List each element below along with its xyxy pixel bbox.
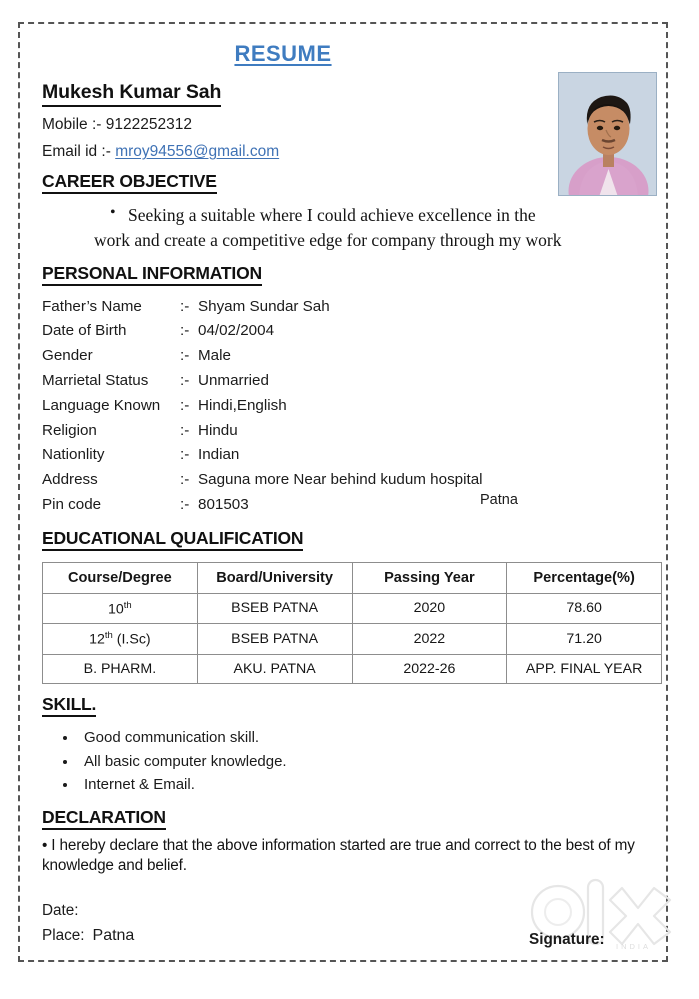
section-heading-educational-qualification: EDUCATIONAL QUALIFICATION — [42, 528, 303, 551]
section-heading-declaration: DECLARATION — [42, 807, 166, 830]
personal-info-separator: :- — [180, 495, 190, 513]
personal-info-value: Unmarried — [198, 371, 269, 389]
cell-percentage: APP. FINAL YEAR — [507, 655, 662, 684]
cell-percentage: 78.60 — [507, 593, 662, 624]
personal-info-separator: :- — [180, 471, 190, 489]
objective-line-1: • Seeking a suitable where I could achieve excellence in the — [110, 203, 654, 228]
section-heading-career-objective: CAREER OBJECTIVE — [42, 171, 217, 194]
cell-year: 2022-26 — [352, 655, 507, 684]
personal-info-value: Hindu — [198, 421, 238, 439]
table-row — [43, 624, 662, 655]
place-value: Patna — [92, 927, 135, 945]
personal-info-value: Hindi,English — [198, 396, 287, 414]
resume-page — [18, 22, 668, 962]
place-label: Place: — [42, 927, 85, 945]
cell-percentage: 71.20 — [507, 624, 662, 655]
personal-info-separator: :- — [180, 297, 190, 315]
skill-item: • Internet & Email. — [78, 773, 654, 797]
personal-info-separator: :- — [180, 446, 190, 464]
photo-illustration — [559, 73, 657, 196]
skill-item: • All basic computer knowledge. — [78, 750, 654, 774]
declaration-body: • I hereby declare that the above information started are true and correct to the best of my knowledge and belief. — [42, 836, 635, 875]
address-city-floating: Patna — [480, 492, 518, 508]
personal-info-row — [42, 493, 654, 518]
section-heading-personal-information: PERSONAL INFORMATION — [42, 263, 262, 286]
personal-info-value: Indian — [198, 446, 240, 464]
skill-list — [32, 726, 654, 797]
personal-info-label: Pin code — [42, 495, 102, 513]
page-title: RESUME — [234, 41, 332, 66]
applicant-name: Mukesh Kumar Sah — [42, 81, 221, 107]
cell-board: BSEB PATNA — [197, 593, 352, 624]
cell-course: 10th — [43, 593, 198, 624]
personal-info-separator: :- — [180, 322, 190, 340]
personal-info-row — [42, 344, 654, 369]
personal-info-label: Religion — [42, 421, 97, 439]
cell-course: B. PHARM. — [43, 655, 198, 684]
personal-info-value: Male — [198, 347, 231, 365]
mobile-value: 9122252312 — [105, 116, 192, 133]
mobile-label: Mobile :- — [42, 116, 102, 133]
personal-info-value: 801503 — [198, 495, 249, 513]
education-table — [42, 562, 662, 684]
date-label: Date: — [42, 902, 79, 920]
cell-year: 2020 — [352, 593, 507, 624]
footer — [42, 902, 654, 972]
personal-info-row — [42, 419, 654, 444]
personal-info-value: 04/02/2004 — [198, 322, 275, 340]
personal-info-row — [42, 468, 654, 493]
applicant-photo — [558, 72, 657, 196]
personal-info-value: Saguna more Near behind kudum hospital — [198, 471, 483, 489]
personal-info-label: Father’s Name — [42, 297, 142, 315]
objective-line-2: work and create a competitive edge for company through my work — [94, 229, 562, 250]
cell-board: AKU. PATNA — [197, 655, 352, 684]
personal-info-separator: :- — [180, 371, 190, 389]
date-field — [42, 902, 654, 920]
personal-info-label: Marrietal Status — [42, 371, 149, 389]
personal-info-value: Shyam Sundar Sah — [198, 297, 330, 315]
personal-info-row — [42, 295, 654, 320]
cell-course: 12th (I.Sc) — [43, 624, 198, 655]
personal-information-list — [42, 295, 654, 518]
skill-item: • Good communication skill. — [78, 726, 654, 750]
personal-info-separator: :- — [180, 347, 190, 365]
table-column-header: Percentage(%) — [507, 562, 662, 593]
table-header-row — [43, 562, 662, 593]
table-column-header: Board/University — [197, 562, 352, 593]
personal-info-row — [42, 369, 654, 394]
personal-info-row — [42, 443, 654, 468]
education-table-body — [43, 593, 662, 683]
personal-info-separator: :- — [180, 421, 190, 439]
table-column-header: Passing Year — [352, 562, 507, 593]
personal-info-label: Address — [42, 471, 98, 489]
email-link[interactable]: mroy94556@gmail.com — [115, 143, 280, 160]
education-table-head — [43, 562, 662, 593]
email-label: Email id :- — [42, 143, 111, 160]
cell-board: BSEB PATNA — [197, 624, 352, 655]
table-column-header: Course/Degree — [43, 562, 198, 593]
signature-label: Signature: — [529, 931, 605, 949]
personal-info-label: Date of Birth — [42, 322, 127, 340]
section-heading-skill: SKILL. — [42, 694, 96, 717]
personal-info-row — [42, 394, 654, 419]
personal-info-label: Language Known — [42, 396, 161, 414]
career-objective-body — [32, 203, 654, 253]
personal-info-separator: :- — [180, 396, 190, 414]
personal-info-row — [42, 319, 654, 344]
cell-year: 2022 — [352, 624, 507, 655]
personal-info-label: Gender — [42, 347, 93, 365]
table-row — [43, 655, 662, 684]
table-row — [43, 593, 662, 624]
personal-info-label: Nationlity — [42, 446, 105, 464]
olx-watermark-sub: INDIA — [616, 942, 652, 951]
